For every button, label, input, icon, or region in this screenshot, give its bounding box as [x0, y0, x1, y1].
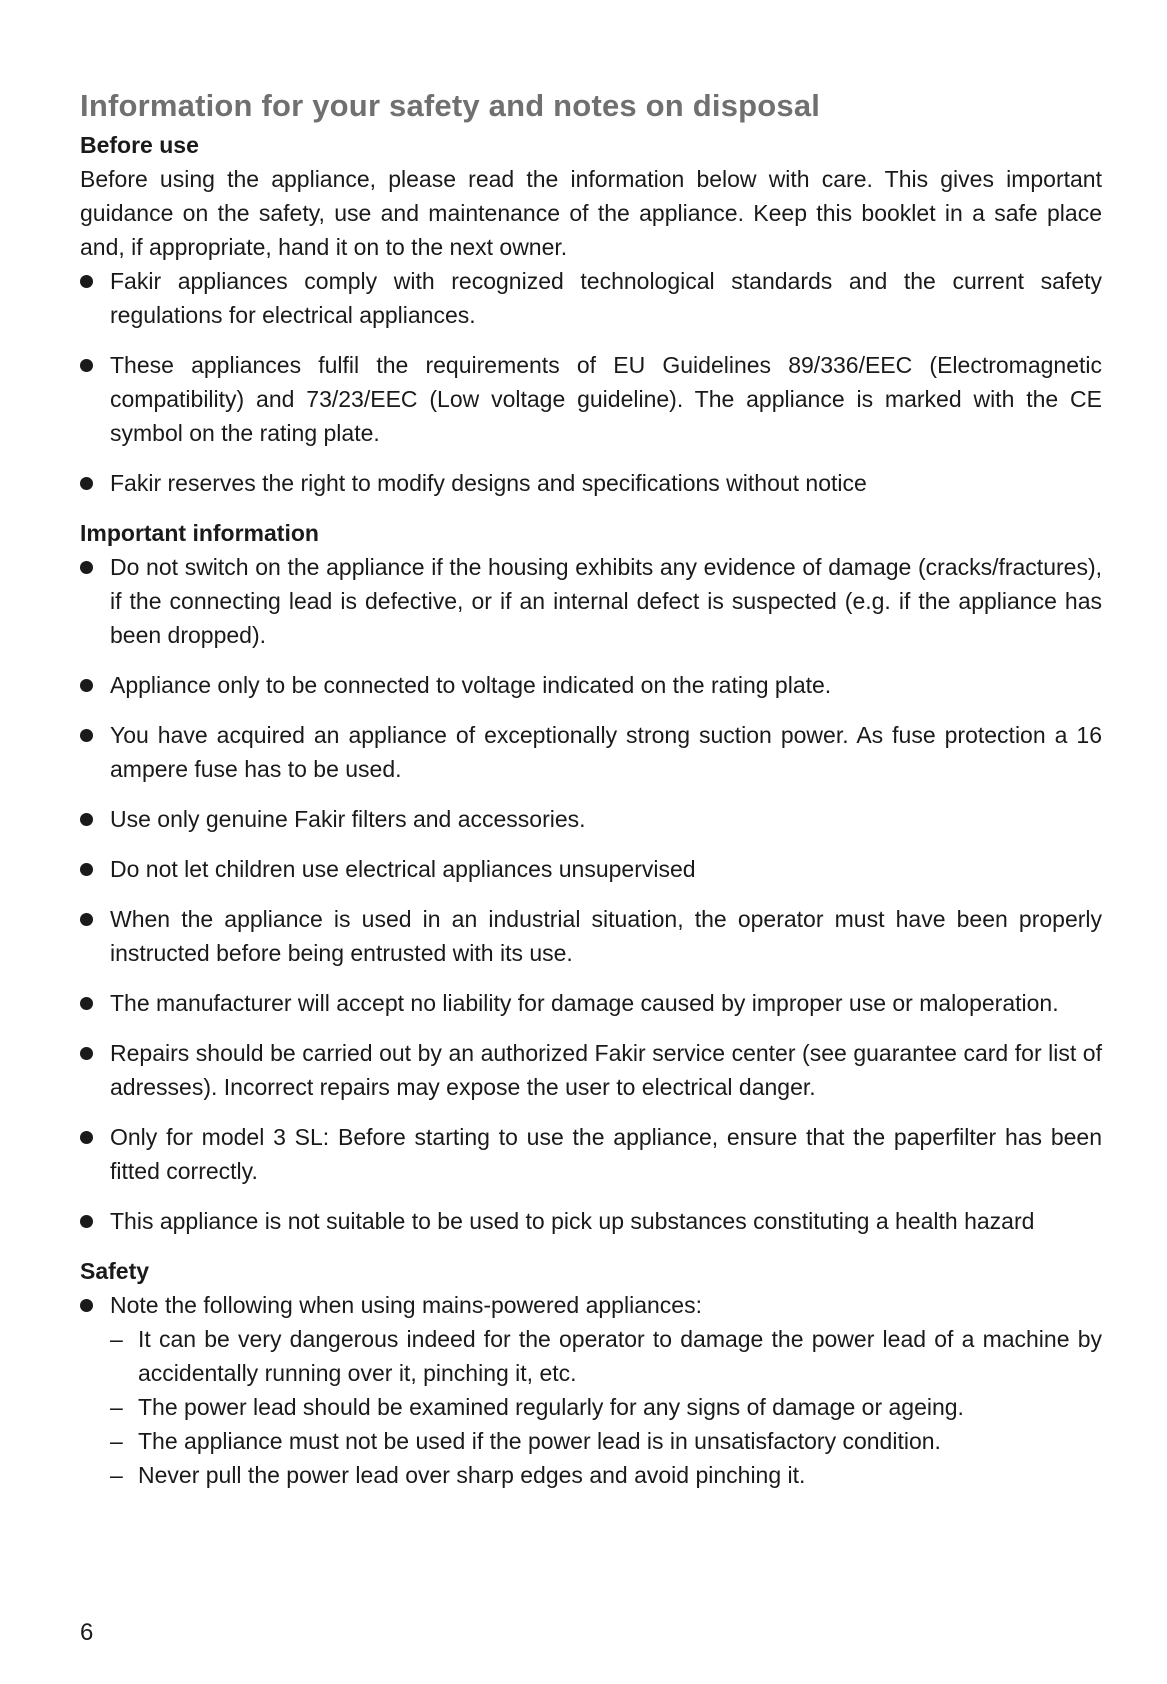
sublist-item-text: It can be very dangerous indeed for the operator to damage the power lead of a machine by accidentally running over it, pinching it, etc.	[138, 1326, 1102, 1386]
list-item	[80, 802, 1102, 836]
bullet-icon	[80, 1299, 93, 1312]
list-item	[80, 1120, 1102, 1188]
page-title: Information for your safety and notes on disposal	[80, 88, 821, 123]
list-item	[80, 668, 1102, 702]
bullet-icon	[80, 561, 93, 574]
before-use-list	[80, 264, 1102, 500]
sublist-item	[110, 1458, 1102, 1492]
list-item	[80, 718, 1102, 786]
bullet-icon	[80, 863, 93, 876]
page-content	[80, 84, 1102, 1508]
list-item	[80, 1288, 1102, 1492]
list-item-text: The manufacturer will accept no liability for damage caused by improper use or maloperation.	[110, 990, 1059, 1016]
list-item	[80, 264, 1102, 332]
dash-icon: –	[110, 1462, 123, 1488]
list-item	[80, 466, 1102, 500]
sublist-item	[110, 1424, 1102, 1458]
list-item	[80, 1036, 1102, 1104]
list-item-text: Appliance only to be connected to voltage indicated on the rating plate.	[110, 672, 832, 698]
list-item-text: Note the following when using mains-powered appliances:	[110, 1292, 702, 1318]
important-information-list	[80, 550, 1102, 1238]
bullet-icon	[80, 1047, 93, 1060]
list-item-text: Do not let children use electrical appliances unsupervised	[110, 856, 696, 882]
page-number: 6	[80, 1619, 94, 1646]
safety-list	[80, 1288, 1102, 1492]
list-item	[80, 902, 1102, 970]
list-item	[80, 1204, 1102, 1238]
list-item-text: This appliance is not suitable to be used to pick up substances constituting a health hazard	[110, 1208, 1035, 1234]
important-information-heading: Important information	[80, 520, 319, 546]
before-use-heading: Before use	[80, 132, 199, 158]
bullet-icon	[80, 359, 93, 372]
sublist-item	[110, 1322, 1102, 1390]
safety-heading: Safety	[80, 1258, 150, 1284]
dash-icon: –	[110, 1428, 123, 1454]
bullet-icon	[80, 1131, 93, 1144]
bullet-icon	[80, 275, 93, 288]
list-item-text: Repairs should be carried out by an authorized Fakir service center (see guarantee card for list of adresses). Incorrect repairs may expose the user to electrical danger.	[110, 1040, 1102, 1100]
sublist-item-text: The appliance must not be used if the power lead is in unsatisfactory condition.	[138, 1428, 941, 1454]
dash-icon: –	[110, 1394, 123, 1420]
bullet-icon	[80, 1215, 93, 1228]
list-item	[80, 550, 1102, 652]
list-item-text: Fakir reserves the right to modify designs and specifications without notice	[110, 470, 867, 496]
list-item-text: Do not switch on the appliance if the housing exhibits any evidence of damage (cracks/fractures), if the connecting lead is defective, or if an internal defect is suspected (e.g. if the appliance has been dropped).	[110, 554, 1102, 648]
sublist-item	[110, 1390, 1102, 1424]
list-item-text: Use only genuine Fakir filters and accessories.	[110, 806, 586, 832]
safety-sublist	[110, 1322, 1102, 1492]
bullet-icon	[80, 913, 93, 926]
bullet-icon	[80, 813, 93, 826]
list-item	[80, 986, 1102, 1020]
sublist-item-text: The power lead should be examined regularly for any signs of damage or ageing.	[138, 1394, 964, 1420]
list-item-text: When the appliance is used in an industrial situation, the operator must have been properly instructed before being entrusted with its use.	[110, 906, 1102, 966]
list-item-text: These appliances fulfil the requirements of EU Guidelines 89/336/EEC (Electromagnetic compatibility) and 73/23/EEC (Low voltage guideline). The appliance is marked with the CE symbol on the rating plate.	[110, 352, 1102, 446]
list-item-text: You have acquired an appliance of exceptionally strong suction power. As fuse protection a 16 ampere fuse has to be used.	[110, 722, 1102, 782]
sublist-item-text: Never pull the power lead over sharp edges and avoid pinching it.	[138, 1462, 806, 1488]
bullet-icon	[80, 729, 93, 742]
list-item-text: Fakir appliances comply with recognized technological standards and the current safety regulations for electrical appliances.	[110, 268, 1102, 328]
bullet-icon	[80, 477, 93, 490]
dash-icon: –	[110, 1326, 123, 1352]
list-item	[80, 852, 1102, 886]
list-item-text: Only for model 3 SL: Before starting to use the appliance, ensure that the paperfilter has been fitted correctly.	[110, 1124, 1102, 1184]
bullet-icon	[80, 997, 93, 1010]
before-use-intro: Before using the appliance, please read the information below with care. This gives important guidance on the safety, use and maintenance of the appliance. Keep this booklet in a safe place and, if appropriate, hand it on to the next owner.	[80, 166, 1102, 260]
bullet-icon	[80, 679, 93, 692]
list-item	[80, 348, 1102, 450]
